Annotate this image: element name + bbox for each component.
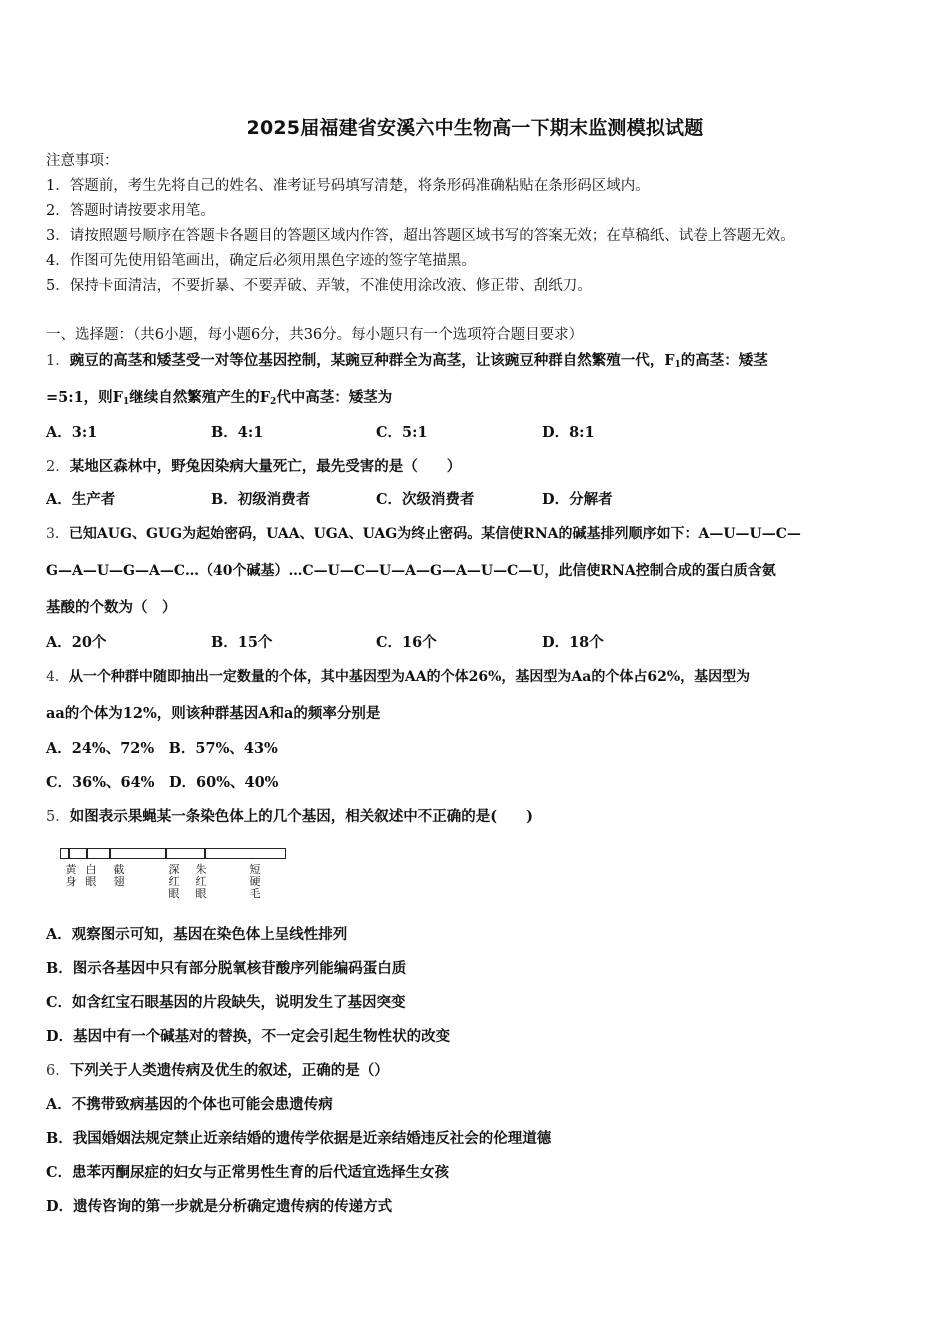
q1-option-c[interactable]: C．5:1 bbox=[376, 424, 428, 441]
q1-sub: 1 bbox=[674, 360, 681, 370]
q1-l2-b: 继续自然繁殖产生的F bbox=[129, 389, 271, 406]
q1-l2-sub2: 2 bbox=[270, 397, 277, 407]
question-3-number: 3． bbox=[46, 526, 69, 542]
gene-label-white-eye: 白眼 bbox=[85, 863, 97, 888]
question-6 bbox=[46, 1061, 389, 1081]
q1-option-b[interactable]: B．4:1 bbox=[211, 424, 264, 441]
question-1-line-2 bbox=[46, 388, 392, 412]
question-4-number: 4． bbox=[46, 669, 69, 685]
question-4-line-1 bbox=[46, 667, 750, 687]
q4-l1: 从一个种群中随即抽出一定数量的个体，其中基因型为AA的个体26%，基因型为Aa的个体占62%，基因型为 bbox=[68, 669, 751, 685]
question-3-line-2: G—A—U—G—A—C…（40个碱基）…C—U—C—U—A—G—A—U—C—U，此信使RNA控制合成的蛋白质含氨 bbox=[46, 563, 776, 579]
question-2 bbox=[46, 457, 461, 477]
gene-label-yellow-body: 黄身 bbox=[65, 863, 77, 888]
q6-option-d[interactable]: D．遗传咨询的第一步就是分析确定遗传病的传递方式 bbox=[46, 1198, 393, 1215]
question-3-line-1 bbox=[46, 524, 801, 544]
q1-option-a[interactable]: A．3:1 bbox=[46, 424, 98, 441]
gene-label-cut-wing: 截翅 bbox=[113, 863, 125, 888]
section-header: 一、选择题：（共6小题，每小题6分，共36分。每小题只有一个选项符合题目要求） bbox=[46, 327, 584, 343]
q6-option-c[interactable]: C．患苯丙酮尿症的妇女与正常男性生育的后代适宜选择生女孩 bbox=[46, 1164, 450, 1181]
gene-marker-1 bbox=[68, 849, 70, 858]
question-5-number: 5． bbox=[46, 809, 70, 825]
q1-option-d[interactable]: D．8:1 bbox=[542, 424, 595, 441]
q3-option-d[interactable]: D．18个 bbox=[542, 634, 604, 651]
q3-option-a[interactable]: A．20个 bbox=[46, 634, 107, 651]
gene-marker-2 bbox=[86, 849, 88, 858]
gene-label-short-bristle: 短硬毛 bbox=[249, 863, 261, 900]
q5-option-d[interactable]: D．基因中有一个碱基对的替换，不一定会引起生物性状的改变 bbox=[46, 1028, 451, 1045]
q3-option-b[interactable]: B．15个 bbox=[211, 634, 273, 651]
q1-l2-c: 代中高茎：矮茎为 bbox=[276, 389, 393, 406]
q1-l2-sub1: 1 bbox=[122, 397, 130, 407]
q5-text: 如图表示果蝇某一条染色体上的几个基因，相关叙述中不正确的是( ) bbox=[69, 808, 533, 825]
q1-l2-a: =5:1，则F bbox=[46, 389, 123, 406]
q6-text: 下列关于人类遗传病及优生的叙述，正确的是（） bbox=[69, 1062, 389, 1079]
gene-marker-5 bbox=[204, 849, 206, 858]
gene-label-vermilion-eye: 朱红眼 bbox=[195, 863, 207, 900]
q3-option-c[interactable]: C．16个 bbox=[376, 634, 437, 651]
notice-heading: 注意事项： bbox=[46, 153, 119, 169]
q1-text-b: 的高茎：矮茎 bbox=[680, 352, 768, 369]
q6-option-b[interactable]: B．我国婚姻法规定禁止近亲结婚的遗传学依据是近亲结婚违反社会的伦理道德 bbox=[46, 1130, 552, 1147]
q5-option-a[interactable]: A．观察图示可知，基因在染色体上呈线性排列 bbox=[46, 926, 348, 943]
notice-item-5: 5．保持卡面清洁，不要折暴、不要弄破、弄皱，不准使用涂改液、修正带、刮纸刀。 bbox=[46, 278, 592, 294]
q2-option-b[interactable]: B．初级消费者 bbox=[211, 491, 311, 508]
question-4-line-2: aa的个体为12%，则该种群基因A和a的频率分别是 bbox=[46, 705, 381, 722]
q1-text-a: 豌豆的高茎和矮茎受一对等位基因控制，某豌豆种群全为高茎，让该豌豆种群自然繁殖一代，F bbox=[69, 352, 675, 369]
page-title: 2025届福建省安溪六中生物高一下期末监测模拟试题 bbox=[246, 117, 704, 139]
notice-item-3: 3．请按照题号顺序在答题卡各题目的答题区域内作答，超出答题区域书写的答案无效；在草稿纸、试卷上答题无效。 bbox=[46, 228, 795, 244]
gene-marker-4 bbox=[165, 849, 167, 858]
q5-option-c[interactable]: C．如含红宝石眼基因的片段缺失，说明发生了基因突变 bbox=[46, 994, 406, 1011]
gene-marker-3 bbox=[109, 849, 111, 858]
q2-option-a[interactable]: A．生产者 bbox=[46, 491, 116, 508]
question-5 bbox=[46, 807, 533, 827]
question-6-number: 6． bbox=[46, 1063, 70, 1079]
q2-text: 某地区森林中，野兔因染病大量死亡，最先受害的是（ ） bbox=[69, 458, 462, 475]
q3-l1: 已知AUG、GUG为起始密码，UAA、UGA、UAG为终止密码。某信使RNA的碱基排列顺序如下：A—U—U—C— bbox=[68, 526, 801, 542]
question-3-line-3: 基酸的个数为（ ） bbox=[46, 599, 177, 616]
chromosome-diagram bbox=[60, 848, 286, 859]
question-1-number: 1． bbox=[46, 353, 70, 369]
q5-option-b[interactable]: B．图示各基因中只有部分脱氧核苷酸序列能编码蛋白质 bbox=[46, 960, 407, 977]
question-1-line-1 bbox=[46, 351, 768, 375]
q4-options-row-2[interactable]: C．36%、64% D．60%、40% bbox=[46, 774, 279, 791]
q2-option-d[interactable]: D．分解者 bbox=[542, 491, 613, 508]
gene-label-deep-red-eye: 深红眼 bbox=[168, 863, 180, 900]
notice-item-1: 1．答题前，考生先将自己的姓名、准考证号码填写清楚，将条形码准确粘贴在条形码区域内。 bbox=[46, 178, 650, 194]
q6-option-a[interactable]: A．不携带致病基因的个体也可能会患遗传病 bbox=[46, 1096, 333, 1113]
notice-item-2: 2．答题时请按要求用笔。 bbox=[46, 203, 215, 219]
q2-option-c[interactable]: C．次级消费者 bbox=[376, 491, 475, 508]
notice-item-4: 4．作图可先使用铅笔画出，确定后必须用黑色字迹的签字笔描黑。 bbox=[46, 253, 476, 269]
q4-options-row-1[interactable]: A．24%、72% B．57%、43% bbox=[46, 740, 278, 757]
question-2-number: 2． bbox=[46, 459, 70, 475]
